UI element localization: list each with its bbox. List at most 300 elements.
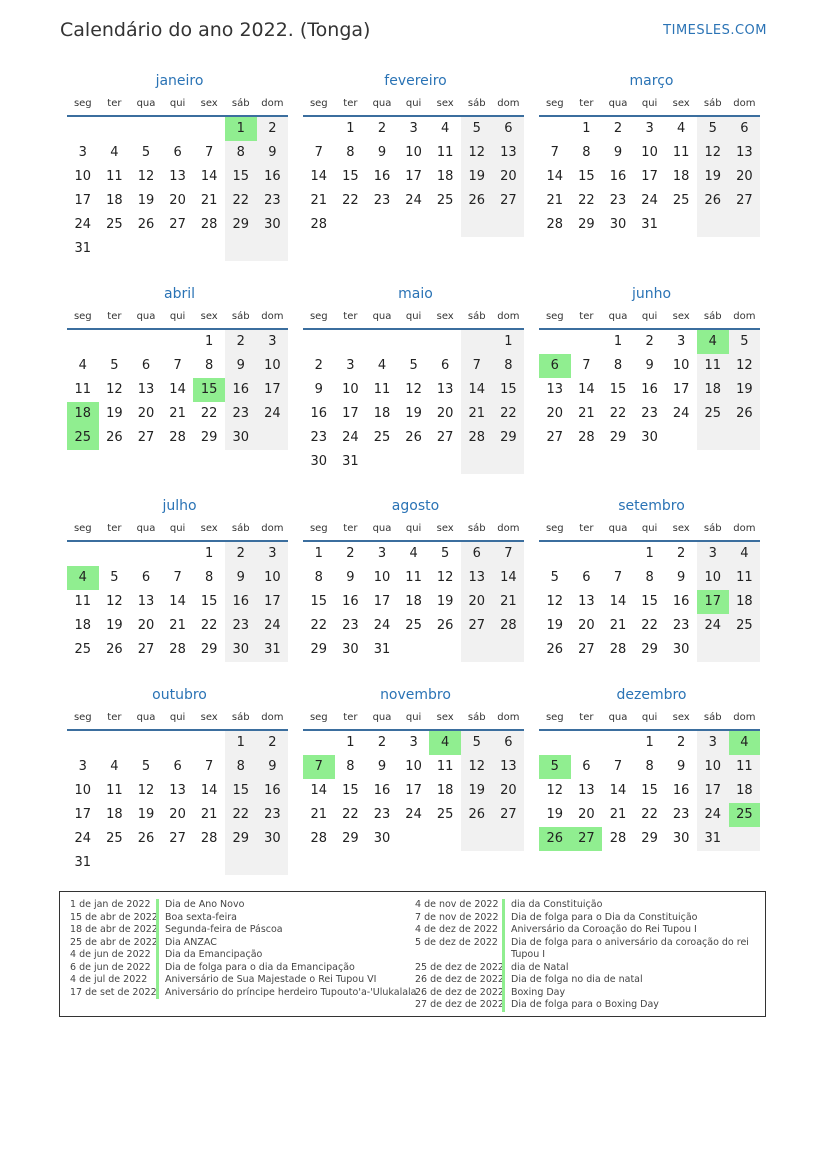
day-cell: 18: [672, 169, 690, 184]
day-cell: 17: [641, 169, 658, 184]
day-cell: 19: [546, 807, 564, 822]
day-cell: 24: [257, 614, 289, 638]
day-cell: 11: [729, 566, 761, 590]
weekday-header: qui: [398, 93, 430, 117]
empty-day-cell: [99, 330, 131, 354]
month-block: [67, 685, 288, 875]
day-cell: 11: [373, 382, 391, 397]
empty-day-cell: [162, 851, 194, 875]
day-cell: 22: [578, 193, 595, 208]
empty-day-cell: [67, 117, 99, 141]
month-days-grid: [67, 306, 288, 450]
holiday-day-cell: 4: [429, 731, 461, 755]
empty-day-cell: [493, 827, 525, 851]
day-cell: 15: [225, 779, 257, 803]
month-days-grid: [67, 93, 288, 261]
legend-date: 5 de dez de 2022: [415, 936, 498, 948]
month-name: janeiro: [155, 73, 204, 89]
day-cell: 9: [677, 759, 686, 774]
day-cell: 17: [74, 193, 92, 208]
month-name: agosto: [391, 498, 440, 514]
holiday-day-cell: 15: [193, 378, 225, 402]
day-cell: 27: [436, 430, 454, 445]
holiday-day-cell: 26: [539, 827, 571, 851]
day-cell: 17: [405, 783, 422, 798]
day-cell: 27: [546, 430, 564, 445]
day-cell: 8: [205, 570, 214, 585]
day-cell: 22: [200, 618, 218, 633]
day-cell: 7: [461, 354, 493, 378]
day-cell: 12: [729, 354, 761, 378]
day-cell: 28: [578, 430, 595, 445]
weekday-header: qui: [398, 518, 430, 542]
month-block: [67, 71, 288, 261]
month-block: [539, 71, 760, 237]
day-cell: 22: [342, 807, 359, 822]
day-cell: 13: [578, 594, 595, 609]
day-cell: 12: [137, 783, 155, 798]
legend-date: 26 de dez de 2022: [415, 974, 504, 985]
legend-row: [70, 987, 417, 1000]
day-cell: 24: [342, 430, 359, 445]
weekday-header: ter: [571, 306, 603, 330]
day-cell: 15: [200, 594, 218, 609]
empty-day-cell: [729, 827, 761, 851]
day-cell: 23: [257, 189, 289, 213]
weekday-header: sáb: [225, 306, 257, 330]
day-cell: 21: [310, 807, 328, 822]
day-cell: 12: [106, 382, 123, 397]
weekday-header: seg: [539, 306, 571, 330]
day-cell: 12: [405, 382, 422, 397]
month-block: [67, 284, 288, 450]
day-cell: 8: [225, 141, 257, 165]
day-cell: 28: [169, 642, 186, 657]
weekday-header: dom: [729, 306, 761, 330]
day-cell: 4: [441, 121, 450, 136]
day-cell: 27: [169, 831, 186, 846]
day-cell: 8: [346, 759, 355, 774]
day-cell: 9: [377, 759, 387, 774]
legend-holiday-name: Aniversário de Sua Majestade o Rei Tupou VI: [156, 974, 417, 987]
day-cell: 26: [461, 189, 493, 213]
weekday-header: seg: [303, 306, 335, 330]
weekday-header: qua: [602, 93, 634, 117]
empty-day-cell: [665, 213, 697, 237]
month-block: [539, 284, 760, 450]
day-cell: 14: [546, 169, 564, 184]
empty-day-cell: [602, 542, 634, 566]
day-cell: 18: [74, 618, 92, 633]
day-cell: 14: [609, 594, 627, 609]
weekday-header: qui: [634, 518, 666, 542]
day-cell: 20: [137, 406, 155, 421]
month-days-grid: [539, 93, 760, 237]
weekday-header: qua: [130, 518, 162, 542]
weekday-header: ter: [99, 306, 131, 330]
day-cell: 10: [672, 358, 690, 373]
month-block: [303, 685, 524, 851]
empty-day-cell: [461, 330, 493, 354]
legend-holiday-name: Dia de folga no dia de natal: [502, 974, 749, 987]
day-cell: 5: [110, 358, 119, 373]
empty-day-cell: [539, 731, 571, 755]
day-cell: 29: [609, 430, 627, 445]
day-cell: 8: [582, 145, 591, 160]
day-cell: 14: [310, 169, 328, 184]
day-cell: 13: [169, 783, 186, 798]
month-block: [539, 496, 760, 662]
day-cell: 11: [436, 145, 454, 160]
month-name: julho: [162, 498, 197, 514]
day-cell: 27: [137, 430, 155, 445]
weekday-header: sex: [193, 518, 225, 542]
day-cell: 15: [578, 169, 595, 184]
day-cell: 31: [697, 827, 729, 851]
day-cell: 16: [373, 783, 391, 798]
day-cell: 14: [310, 783, 328, 798]
day-cell: 30: [373, 831, 391, 846]
legend-row: [415, 912, 749, 925]
day-cell: 22: [225, 189, 257, 213]
day-cell: 30: [672, 831, 690, 846]
day-cell: 13: [169, 169, 186, 184]
day-cell: 16: [257, 165, 289, 189]
day-cell: 20: [169, 807, 186, 822]
day-cell: 20: [137, 618, 155, 633]
weekday-header: ter: [335, 306, 367, 330]
day-cell: 27: [493, 803, 525, 827]
day-cell: 8: [645, 570, 654, 585]
day-cell: 5: [441, 546, 450, 561]
day-cell: 19: [106, 618, 123, 633]
weekday-header: dom: [729, 707, 761, 731]
empty-day-cell: [303, 117, 335, 141]
day-cell: 20: [436, 406, 454, 421]
day-cell: 1: [346, 735, 355, 750]
empty-day-cell: [398, 827, 430, 851]
day-cell: 1: [205, 546, 214, 561]
day-cell: 4: [409, 546, 418, 561]
day-cell: 27: [578, 642, 595, 657]
weekday-header: dom: [493, 518, 525, 542]
day-cell: 19: [106, 406, 123, 421]
day-cell: 28: [461, 426, 493, 450]
weekday-header: sáb: [697, 306, 729, 330]
day-cell: 14: [461, 378, 493, 402]
day-cell: 18: [729, 779, 761, 803]
day-cell: 10: [257, 354, 289, 378]
day-cell: 15: [225, 165, 257, 189]
empty-day-cell: [398, 450, 430, 474]
legend-date: 4 de dez de 2022: [415, 924, 498, 935]
legend-holiday-name: Aniversário do príncipe herdeiro Tupouto'a-'Ulukalala: [156, 987, 417, 1000]
weekday-header: qua: [366, 707, 398, 731]
day-cell: 28: [200, 217, 218, 232]
day-cell: 25: [405, 618, 422, 633]
day-cell: 31: [74, 855, 92, 870]
empty-day-cell: [539, 542, 571, 566]
holiday-day-cell: 1: [225, 117, 257, 141]
empty-day-cell: [429, 213, 461, 237]
day-cell: 20: [578, 618, 595, 633]
day-cell: 10: [373, 570, 391, 585]
day-cell: 23: [672, 807, 690, 822]
holiday-day-cell: 25: [67, 426, 99, 450]
day-cell: 25: [436, 807, 454, 822]
day-cell: 11: [106, 169, 123, 184]
day-cell: 7: [613, 570, 623, 585]
day-cell: 21: [200, 193, 218, 208]
day-cell: 4: [677, 121, 686, 136]
weekday-header: dom: [257, 93, 289, 117]
weekday-header: seg: [67, 306, 99, 330]
holiday-day-cell: 4: [67, 566, 99, 590]
empty-day-cell: [162, 330, 194, 354]
holiday-day-cell: 18: [67, 402, 99, 426]
day-cell: 30: [225, 638, 257, 662]
day-cell: 26: [106, 430, 123, 445]
day-cell: 23: [342, 618, 359, 633]
day-cell: 31: [257, 638, 289, 662]
empty-day-cell: [398, 330, 430, 354]
legend-row: [415, 899, 749, 912]
empty-day-cell: [130, 237, 162, 261]
holiday-day-cell: 6: [539, 354, 571, 378]
day-cell: 2: [346, 546, 355, 561]
day-cell: 13: [493, 141, 525, 165]
empty-day-cell: [162, 542, 194, 566]
day-cell: 21: [609, 618, 627, 633]
weekday-header: dom: [729, 518, 761, 542]
day-cell: 28: [609, 831, 627, 846]
day-cell: 6: [582, 570, 591, 585]
day-cell: 16: [342, 594, 359, 609]
weekday-header: qui: [162, 306, 194, 330]
day-cell: 5: [550, 570, 559, 585]
weekday-header: seg: [303, 707, 335, 731]
day-cell: 29: [493, 426, 525, 450]
day-cell: 16: [225, 590, 257, 614]
day-cell: 5: [110, 570, 119, 585]
empty-day-cell: [99, 542, 131, 566]
day-cell: 24: [697, 803, 729, 827]
weekday-header: sáb: [225, 93, 257, 117]
day-cell: 26: [405, 430, 422, 445]
day-cell: 8: [645, 759, 654, 774]
legend-row: [70, 937, 417, 950]
day-cell: 9: [645, 358, 654, 373]
month-name: fevereiro: [384, 73, 447, 89]
day-cell: 2: [225, 330, 257, 354]
day-cell: 7: [173, 358, 182, 373]
empty-day-cell: [193, 851, 225, 875]
weekday-header: seg: [67, 518, 99, 542]
day-cell: 12: [546, 783, 564, 798]
day-cell: 18: [436, 783, 454, 798]
day-cell: 29: [200, 430, 218, 445]
holiday-day-cell: 17: [697, 590, 729, 614]
month-name: abril: [163, 286, 195, 302]
weekday-header: qua: [602, 707, 634, 731]
empty-day-cell: [493, 450, 525, 474]
day-cell: 7: [173, 570, 182, 585]
day-cell: 9: [677, 570, 686, 585]
day-cell: 20: [546, 406, 564, 421]
day-cell: 22: [200, 406, 218, 421]
month-days-grid: [539, 306, 760, 450]
weekday-header: qua: [130, 306, 162, 330]
empty-day-cell: [99, 731, 131, 755]
day-cell: 6: [141, 570, 151, 585]
day-cell: 30: [672, 642, 690, 657]
weekday-header: ter: [335, 518, 367, 542]
brand-link[interactable]: TIMESLES.COM: [663, 23, 767, 38]
weekday-header: sex: [429, 306, 461, 330]
day-cell: 6: [441, 358, 450, 373]
month-name: junho: [631, 286, 672, 302]
day-cell: 8: [314, 570, 323, 585]
day-cell: 7: [550, 145, 559, 160]
day-cell: 19: [461, 165, 493, 189]
legend-row: [70, 912, 417, 925]
day-cell: 22: [310, 618, 328, 633]
day-cell: 17: [697, 779, 729, 803]
day-cell: 29: [641, 831, 658, 846]
empty-day-cell: [225, 851, 257, 875]
day-cell: 27: [729, 189, 761, 213]
day-cell: 1: [582, 121, 591, 136]
day-cell: 9: [225, 566, 257, 590]
legend-holiday-name: Tupou I: [502, 949, 749, 962]
legend-holiday-name: Dia de folga para o Dia da Constituição: [502, 912, 749, 925]
day-cell: 10: [74, 169, 92, 184]
day-cell: 11: [74, 594, 92, 609]
legend-row: [415, 987, 749, 1000]
day-cell: 23: [373, 807, 391, 822]
weekday-header: dom: [257, 518, 289, 542]
empty-day-cell: [335, 213, 367, 237]
day-cell: 26: [729, 402, 761, 426]
day-cell: 26: [546, 642, 564, 657]
month-block: [303, 284, 524, 474]
weekday-header: dom: [257, 707, 289, 731]
legend-date: 4 de nov de 2022: [415, 899, 499, 910]
day-cell: 20: [461, 590, 493, 614]
day-cell: 2: [225, 542, 257, 566]
day-cell: 3: [257, 330, 289, 354]
day-cell: 13: [461, 566, 493, 590]
day-cell: 24: [405, 807, 422, 822]
weekday-header: sáb: [225, 518, 257, 542]
legend-row: [70, 899, 417, 912]
empty-day-cell: [225, 237, 257, 261]
day-cell: 29: [200, 642, 218, 657]
weekday-header: sex: [665, 93, 697, 117]
day-cell: 19: [697, 165, 729, 189]
day-cell: 11: [106, 783, 123, 798]
day-cell: 21: [310, 193, 328, 208]
month-days-grid: [303, 707, 524, 851]
empty-day-cell: [429, 330, 461, 354]
day-cell: 8: [225, 755, 257, 779]
day-cell: 13: [546, 382, 564, 397]
empty-day-cell: [193, 237, 225, 261]
day-cell: 30: [257, 827, 289, 851]
day-cell: 6: [173, 145, 182, 160]
day-cell: 2: [677, 735, 686, 750]
day-cell: 19: [546, 618, 564, 633]
day-cell: 24: [74, 831, 92, 846]
weekday-header: qui: [162, 518, 194, 542]
day-cell: 3: [377, 546, 387, 561]
day-cell: 2: [257, 117, 289, 141]
day-cell: 9: [346, 570, 355, 585]
day-cell: 23: [225, 402, 257, 426]
weekday-header: sáb: [461, 306, 493, 330]
weekday-header: qua: [130, 93, 162, 117]
legend-date: 7 de nov de 2022: [415, 911, 499, 923]
legend-holiday-name: Boxing Day: [502, 987, 749, 1000]
day-cell: 12: [106, 594, 123, 609]
month-days-grid: [67, 707, 288, 875]
empty-day-cell: [366, 213, 398, 237]
month-days-grid: [303, 306, 524, 474]
day-cell: 29: [225, 213, 257, 237]
day-cell: 24: [641, 193, 658, 208]
day-cell: 23: [373, 193, 391, 208]
legend-holiday-name: Dia da Emancipação: [156, 949, 417, 962]
day-cell: 10: [257, 566, 289, 590]
day-cell: 31: [373, 642, 391, 657]
weekday-header: qui: [634, 93, 666, 117]
day-cell: 29: [578, 217, 595, 232]
weekday-header: ter: [571, 707, 603, 731]
month-name: outubro: [152, 687, 207, 703]
weekday-header: sex: [665, 518, 697, 542]
empty-day-cell: [99, 237, 131, 261]
day-cell: 24: [257, 402, 289, 426]
day-cell: 14: [169, 382, 186, 397]
empty-day-cell: [398, 213, 430, 237]
holiday-day-cell: 4: [729, 731, 761, 755]
day-cell: 22: [641, 618, 658, 633]
empty-day-cell: [571, 330, 603, 354]
month-days-grid: [539, 518, 760, 662]
day-cell: 5: [409, 358, 418, 373]
empty-day-cell: [67, 330, 99, 354]
weekday-header: sex: [429, 93, 461, 117]
weekday-header: sáb: [697, 93, 729, 117]
day-cell: 10: [405, 145, 422, 160]
legend-date: 25 de abr de 2022: [70, 936, 158, 948]
day-cell: 25: [106, 217, 123, 232]
legend-row: [415, 974, 749, 987]
day-cell: 7: [493, 542, 525, 566]
weekday-header: sáb: [461, 93, 493, 117]
day-cell: 2: [314, 358, 323, 373]
day-cell: 11: [436, 759, 454, 774]
day-cell: 3: [645, 121, 654, 136]
day-cell: 25: [74, 642, 92, 657]
day-cell: 3: [697, 731, 729, 755]
day-cell: 21: [609, 807, 627, 822]
day-cell: 23: [672, 618, 690, 633]
empty-day-cell: [461, 638, 493, 662]
empty-day-cell: [697, 426, 729, 450]
legend-row: [415, 962, 749, 975]
legend-row: [415, 937, 749, 950]
